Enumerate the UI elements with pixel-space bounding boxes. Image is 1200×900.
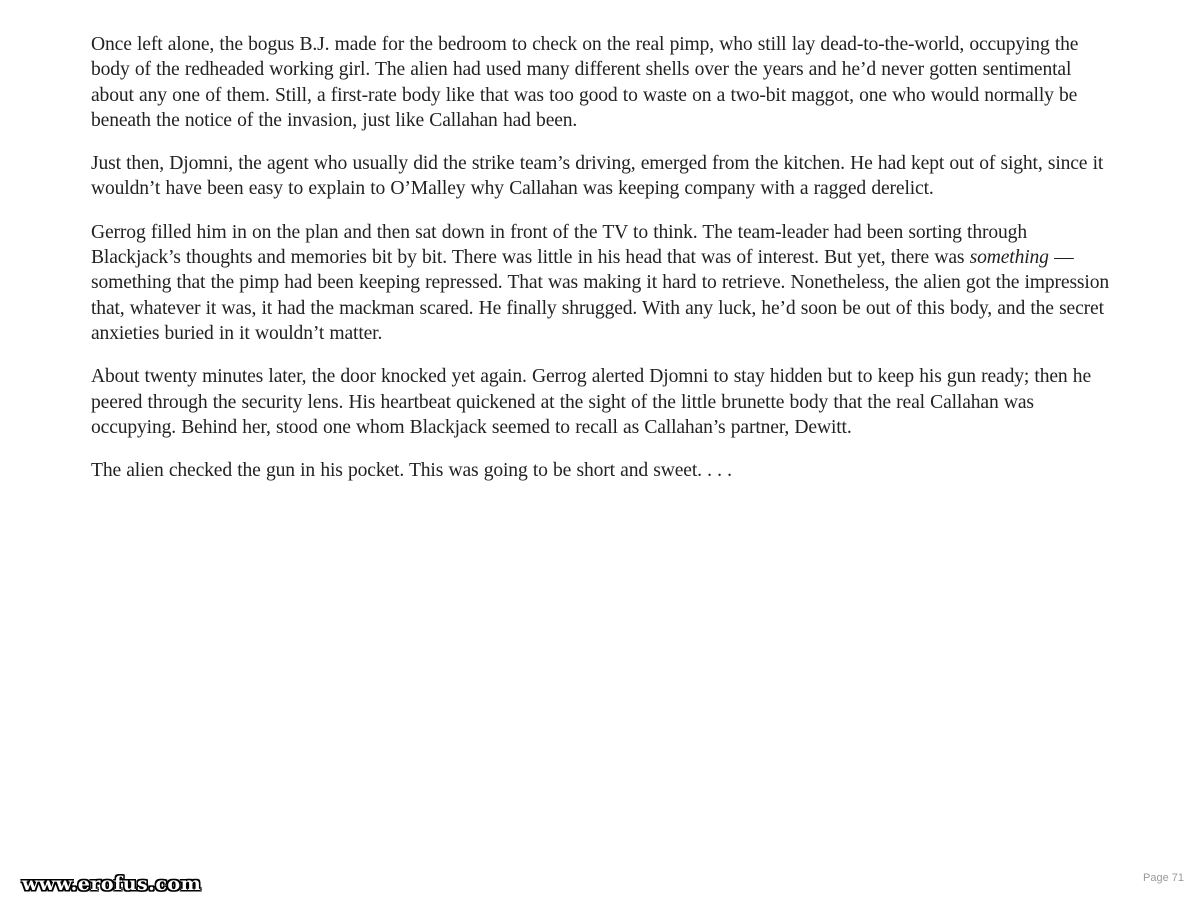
- site-watermark: www.erofus.com: [22, 873, 202, 895]
- paragraph: Once left alone, the bogus B.J. made for the bedroom to check on the real pimp, who still lay dead-to-the-world, occupying the body of the redheaded working girl. The alien had used many different shells over the years and he’d never gotten sentimental about any one of them. Still, a first-rate body like that was too good to waste on a two-bit maggot, one who would normally be beneath the notice of the invasion, just like Callahan had been.: [91, 34, 1079, 131]
- emphasized-word: something: [969, 247, 1049, 269]
- story-text: [91, 32, 1111, 501]
- paragraph-segment: — something that the pimp had been keeping repressed. That was making it hard to retrieve. Nonetheless, the alien got the impression that, whatever it was, it had the mackman scared. He finally shrugged. With any luck, he’d soon be out of this body, and the secret anxieties buried in it wouldn’t matter.: [91, 247, 1109, 344]
- page-number: Page 71: [1143, 872, 1184, 884]
- paragraph: About twenty minutes later, the door knocked yet again. Gerrog alerted Djomni to stay hidden but to keep his gun ready; then he peered through the security lens. His heartbeat quickened at the sight of the little brunette body that the real Callahan was occupying. Behind her, stood one whom Blackjack seemed to recall as Callahan’s partner, Dewitt.: [91, 366, 1091, 438]
- paragraph-segment: Gerrog filled him in on the plan and then sat down in front of the TV to think. The team-leader had been sorting through Blackjack’s thoughts and memories bit by bit. There was little in his head that was of interest. But yet, there was: [91, 221, 1027, 269]
- paragraph: The alien checked the gun in his pocket. This was going to be short and sweet. . . .: [91, 460, 732, 482]
- paragraph: [91, 220, 1111, 346]
- paragraph: Just then, Djomni, the agent who usually did the strike team’s driving, emerged from the kitchen. He had kept out of sight, since it wouldn’t have been easy to explain to O’Malley why Callahan was keeping company with a ragged derelict.: [91, 153, 1104, 200]
